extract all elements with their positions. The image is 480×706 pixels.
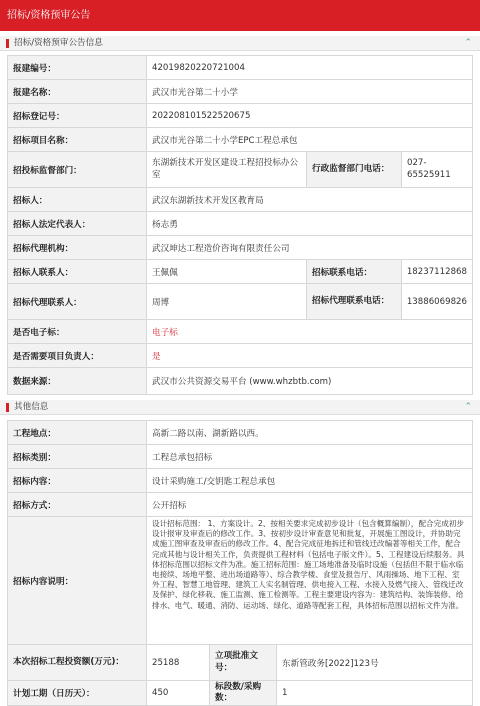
section-marker [6, 403, 9, 412]
section-header-other[interactable] [0, 400, 480, 415]
table-row [8, 421, 473, 445]
row-label: 招标类别： [8, 445, 147, 468]
table-row [8, 152, 473, 188]
table-row [8, 368, 473, 395]
row-value: 13886069826 [402, 284, 473, 319]
row-label: 招标代理联系电话： [307, 284, 402, 319]
row-value: 202208101522520675 [147, 104, 473, 127]
row-value: 设计招标范围： 1、方案设计。2、按相关要求完成初步设计（包含概算编制），配合完成初步设计报审及审查后的修改工作。3、按初步设计审查意见和批复，开展施工图设计，并协助完成施工图审查及审查后的修改工作。4、配合完成征地拆迁和管线迁改编著等相关工作，配合完成其他与设计相关工作，负责提供工程材料（包括电子版文件）。5、工程建设后续服务。具体招标范围以招标文件为准。施工招标范围：施工场地准备及临时设施（包括但不限于临水临电接续、场地平整、进出场道路等）、综合教学楼、食堂及报告厅、风雨操场、地下工程、室外工程、智慧工地管理、建筑工人实名制管理、供电接入工程、水接入及燃气接入、管线迁改及保护、绿化移栽、施工监测、施工检测等。工程主要建设内容为：建筑结构、装饰装修、给排水、电气、暖通、消防、运动场、绿化、道路等配套工程，具体招标范围以招标文件为准。 [147, 517, 473, 644]
table-row [8, 645, 473, 681]
row-label: 招标人： [8, 188, 147, 211]
collapse-icon[interactable]: ⌃ [464, 38, 472, 48]
row-label: 招标方式： [8, 493, 147, 516]
row-label: 计划工期（日历天）： [8, 681, 147, 705]
table-row [8, 445, 473, 469]
row-value: 东湖新技术开发区建设工程招投标办公室 [147, 152, 307, 187]
row-value: 杨志勇 [147, 212, 473, 235]
table-row [8, 188, 473, 212]
row-label: 数据来源： [8, 368, 147, 394]
row-label: 招标人法定代表人： [8, 212, 147, 235]
row-label: 立项批准文号： [210, 645, 277, 680]
row-label: 招标人联系人： [8, 260, 147, 283]
table-row [8, 128, 473, 152]
table-row [8, 56, 473, 80]
data-source-link[interactable]: 武汉市公共资源交易平台 (www.whzbtb.com) [147, 368, 473, 394]
row-label: 招标内容： [8, 469, 147, 492]
row-value: 武汉市光谷第二十小学EPC工程总承包 [147, 128, 473, 151]
row-label: 报建编号： [8, 56, 147, 79]
row-label: 招标登记号： [8, 104, 147, 127]
row-label: 招标内容说明： [8, 517, 147, 644]
row-value: 武汉东湖新技术开发区教育局 [147, 188, 473, 211]
row-value: 450 [147, 681, 210, 705]
collapse-icon[interactable]: ⌃ [464, 402, 472, 412]
row-value: 公开招标 [147, 493, 473, 516]
section-header-announcement[interactable] [0, 36, 480, 51]
row-label: 行政监督部门电话： [307, 152, 402, 187]
row-label: 是否需要项目负责人： [8, 344, 147, 367]
section-title: 招标/资格预审公告信息 [14, 38, 103, 48]
row-label: 标段数/采购数： [210, 681, 277, 705]
table-row [8, 236, 473, 260]
table-row [8, 260, 473, 284]
row-value: 25188 [147, 645, 210, 680]
row-value: 高新二路以南、湖新路以西。 [147, 421, 473, 444]
row-value: 027-65525911 [402, 152, 473, 187]
row-label: 招标项目名称： [8, 128, 147, 151]
table-row [8, 320, 473, 344]
row-value: 武汉市光谷第二十小学 [147, 80, 473, 103]
row-label: 招标代理机构： [8, 236, 147, 259]
row-value: 电子标 [147, 320, 473, 343]
section-marker [6, 39, 9, 48]
page-title: 招标/资格预审公告 [0, 0, 480, 31]
row-value: 王佩佩 [147, 260, 307, 283]
row-value: 武汉坤达工程造价咨询有限责任公司 [147, 236, 473, 259]
table-row [8, 80, 473, 104]
table-row [8, 284, 473, 320]
row-label: 招标代理联系人： [8, 284, 147, 319]
section-title: 其他信息 [14, 402, 49, 412]
table-row [8, 469, 473, 493]
row-value: 周博 [147, 284, 307, 319]
table-row [8, 493, 473, 517]
row-value: 18237112868 [402, 260, 473, 283]
row-value: 42019820220721004 [147, 56, 473, 79]
table-row [8, 517, 473, 645]
table-row [8, 681, 473, 706]
row-value: 工程总承包招标 [147, 445, 473, 468]
other-info-table [7, 420, 473, 706]
row-value: 1 [277, 681, 473, 705]
table-row [8, 344, 473, 368]
row-label: 报建名称： [8, 80, 147, 103]
row-value: 是 [147, 344, 473, 367]
announcement-table [7, 55, 473, 395]
row-value: 东新管政务[2022]123号 [277, 645, 473, 680]
row-label: 招投标监督部门： [8, 152, 147, 187]
row-label: 招标联系电话： [307, 260, 402, 283]
row-label: 是否电子标： [8, 320, 147, 343]
row-label: 工程地点： [8, 421, 147, 444]
row-value: 设计采购施工/交钥匙工程总承包 [147, 469, 473, 492]
table-row [8, 104, 473, 128]
row-label: 本次招标工程投资额(万元)： [8, 645, 147, 680]
table-row [8, 212, 473, 236]
